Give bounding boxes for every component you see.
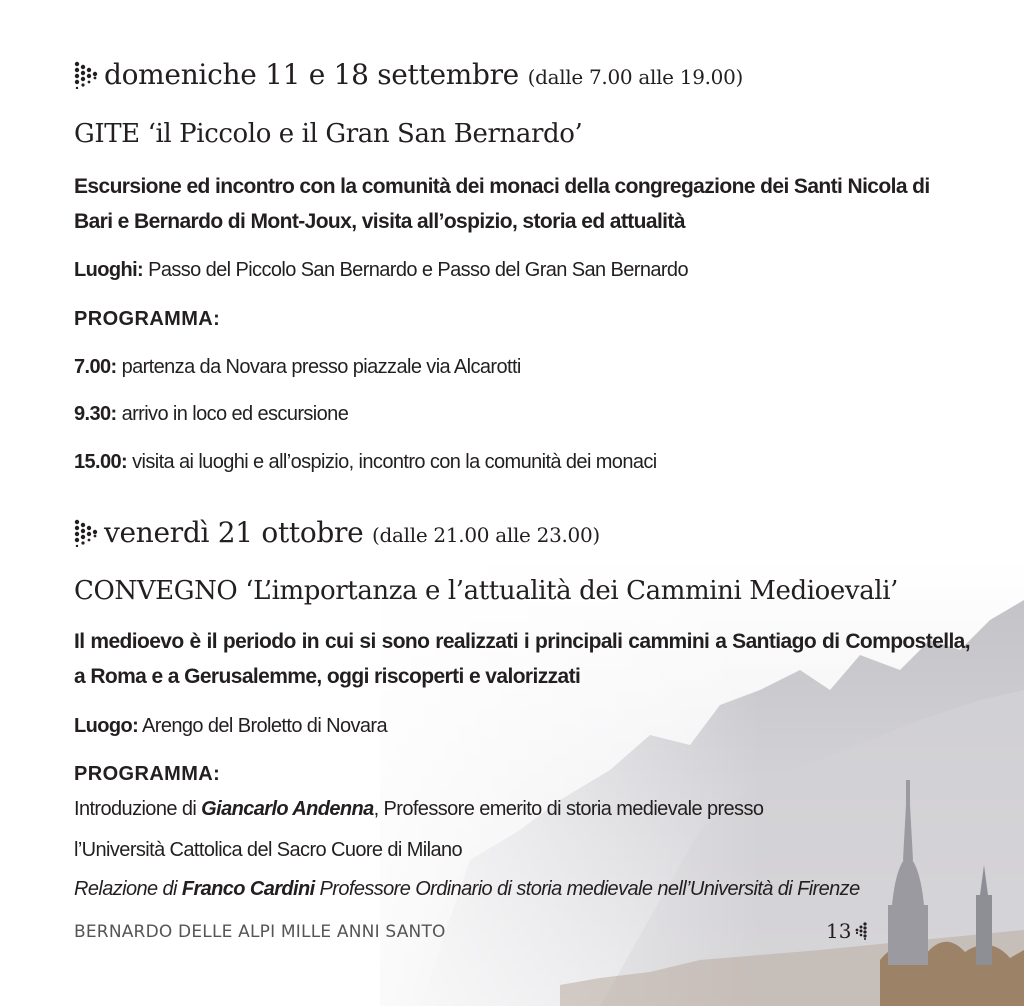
intro-speaker: Giancarlo Andenna xyxy=(201,798,374,820)
event2-program-heading: PROGRAMMA: xyxy=(74,763,221,785)
program-item xyxy=(74,400,348,428)
event2-date: venerdì 21 ottobre xyxy=(104,516,364,549)
event1-description: Escursione ed incontro con la comunità dei monaci della congregazione dei Santi Nicola di Bari e Bernardo di Mont-Joux, visita all’ospizio, storia ed attualità xyxy=(74,175,930,233)
program-text: visita ai luoghi e all’ospizio, incontro con la comunità dei monaci xyxy=(132,451,657,473)
event1-place-value: Passo del Piccolo San Bernardo e Passo del Gran San Bernardo xyxy=(148,259,688,281)
program-time: 7.00: xyxy=(74,356,117,378)
program-time: 9.30: xyxy=(74,403,117,425)
intro-line-2: l’Università Cattolica del Sacro Cuore di Milano xyxy=(74,839,463,861)
event1-date: domeniche 11 e 18 settembre xyxy=(104,58,519,91)
event1-date-line xyxy=(74,58,743,94)
talk-suffix: Professore Ordinario di storia medievale nell’Università di Firenze xyxy=(319,878,860,900)
event2-description: Il medioevo è il periodo in cui si sono realizzati i principali cammini a Santiago di Compostella, a Roma e a Gerusalemme, oggi riscoperti e valorizzati xyxy=(74,630,970,688)
intro-suffix: , Professore emerito di storia medievale presso xyxy=(373,798,764,820)
talk-prefix: Relazione di xyxy=(74,878,177,900)
event1-place xyxy=(74,256,688,284)
event2-date-line xyxy=(74,516,600,552)
dotted-arrow-icon xyxy=(74,61,100,89)
program-time: 15.00: xyxy=(74,451,128,473)
event1-title: GITE ‘il Piccolo e il Gran San Bernardo’ xyxy=(74,119,583,149)
event2-hours: (dalle 21.00 alle 23.00) xyxy=(372,523,600,547)
left-triangle-dots-icon xyxy=(853,922,867,940)
page-number: 13 xyxy=(826,919,852,943)
program-item xyxy=(74,353,521,381)
event1-hours: (dalle 7.00 alle 19.00) xyxy=(527,65,744,89)
event1-program-heading: PROGRAMMA: xyxy=(74,308,221,330)
intro-line xyxy=(74,795,763,823)
talk-line xyxy=(74,875,860,903)
program-text: arrivo in loco ed escursione xyxy=(121,403,349,425)
program-text: partenza da Novara presso piazzale via Alcarotti xyxy=(121,356,521,378)
dotted-arrow-icon xyxy=(74,519,100,547)
event2-title: CONVEGNO ‘L’importanza e l’attualità dei Cammini Medioevali’ xyxy=(74,576,898,606)
event2-place xyxy=(74,712,387,740)
intro-prefix: Introduzione di xyxy=(74,798,197,820)
event2-place-value: Arengo del Broletto di Novara xyxy=(142,715,387,737)
talk-speaker: Franco Cardini xyxy=(181,878,315,900)
page-number-block xyxy=(826,917,867,945)
footer-title: BERNARDO DELLE ALPI MILLE ANNI SANTO xyxy=(74,922,446,942)
event1-place-label: Luoghi: xyxy=(74,259,144,281)
event2-place-label: Luogo: xyxy=(74,715,139,737)
program-item xyxy=(74,448,657,476)
